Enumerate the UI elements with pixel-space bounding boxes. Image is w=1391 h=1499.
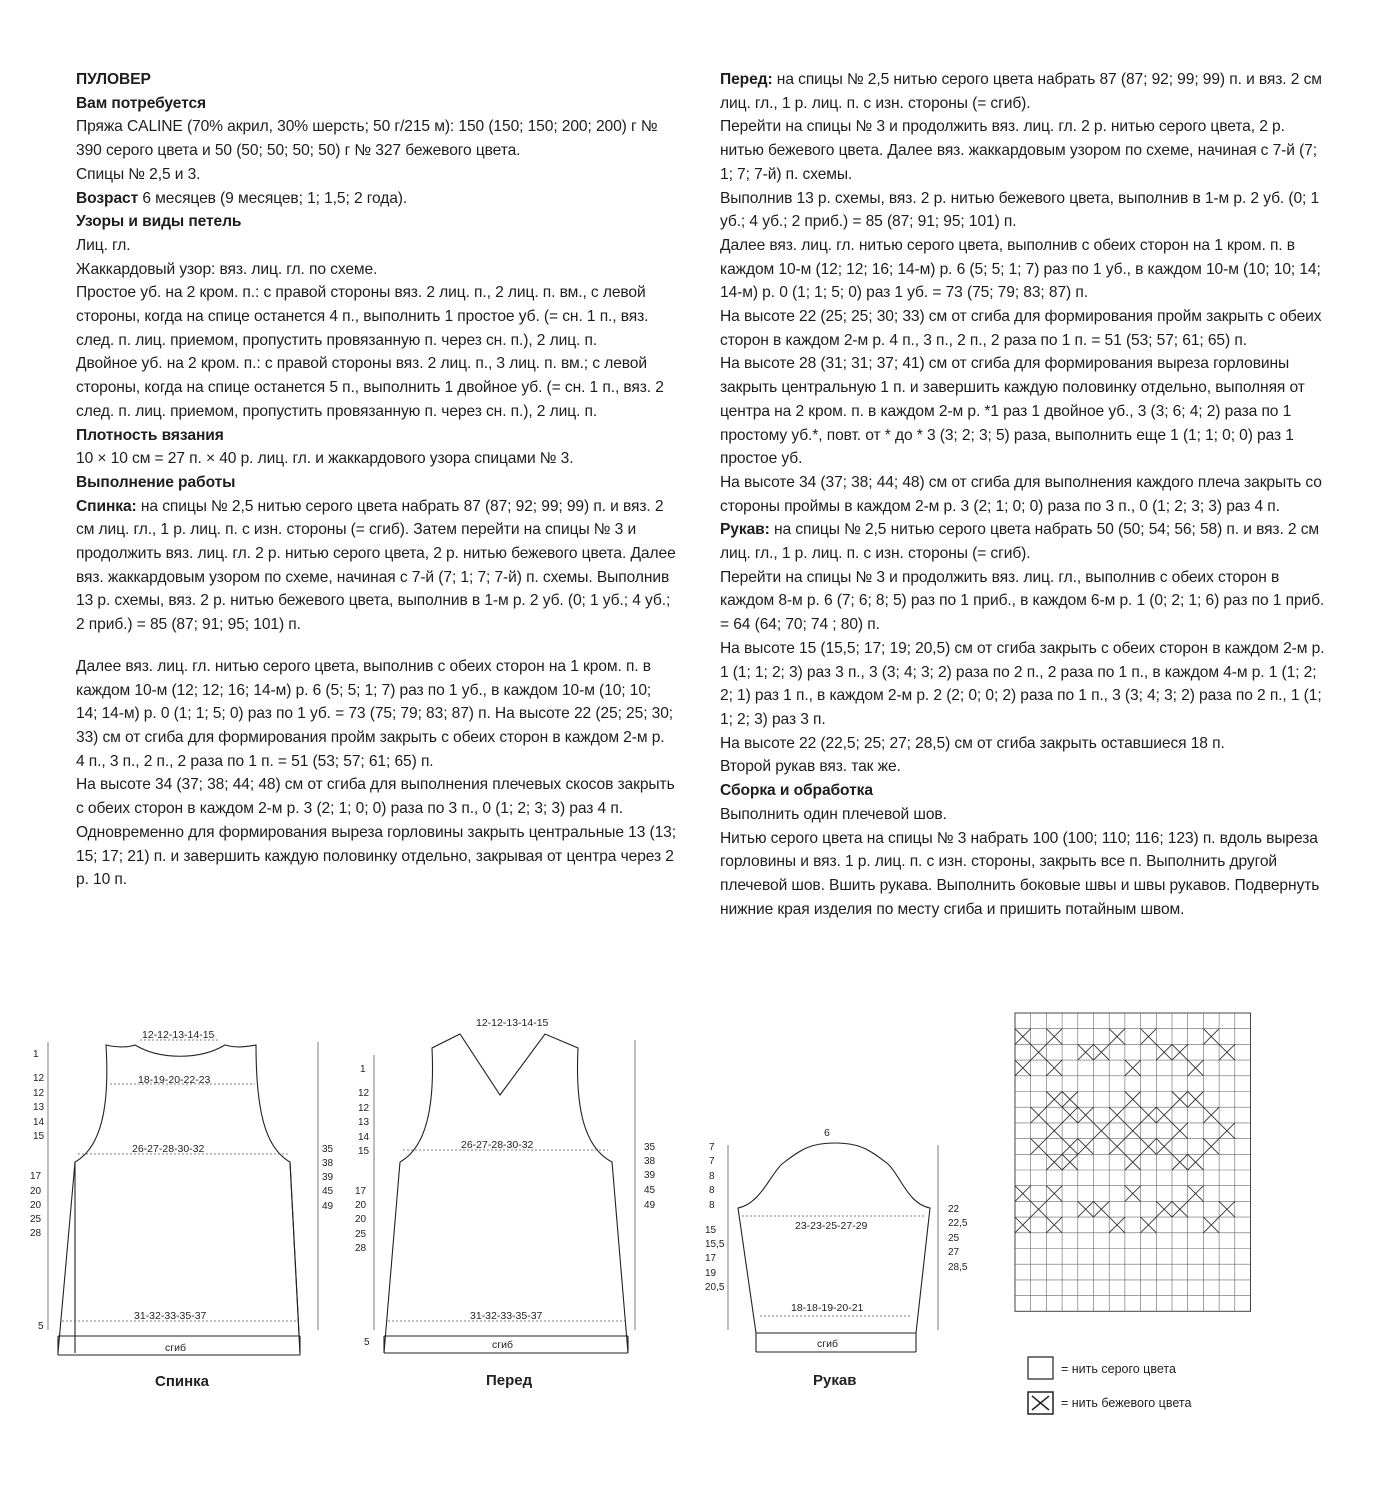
sleeve-right-3: 25 bbox=[948, 1233, 960, 1244]
front-paragraph-2: Перейти на спицы № 3 и продолжить вяз. лиц. гл. 2 р. нитью серого цвета, 2 р. нитью бежевого цвета. Далее вяз. жаккардовым узором по схеме, начиная с 7-й (7; 1; 7; 7-й) п. схемы. bbox=[720, 118, 1317, 183]
front-paragraph bbox=[720, 68, 1330, 115]
age-text: 6 месяцев (9 месяцев; 1; 1,5; 2 года). bbox=[138, 189, 408, 207]
pattern-double-decrease: Двойное уб. на 2 кром. п.: с правой стороны вяз. 2 лиц. п., 3 лиц. п. вм.; с левой стороны, когда на спице останется 5 п., выполнить 1 двойное уб. (= сн. 1 п., вяз. 2 след. п. лиц. приемом, пропустить провязанную п. через сн. п.), 2 лиц. п. bbox=[76, 355, 664, 420]
back-hem-height: 5 bbox=[38, 1321, 44, 1332]
front-paragraph-6: На высоте 28 (31; 31; 37; 41) см от сгиба для формирования выреза горловины закрыть центральную 1 п. и завершить каждую половинку отдельно, выполняя от центра на 2 кром. п. в каждом 2-м р. *1 раз 1 двойное уб., 3 (3; 6; 4; 2) раза по 1 простому уб.*, повт. от * до * 3 (3; 2; 3; 5) раза, выполнить еще 1 (1; 1; 0; 0) раз 1 простое уб. bbox=[720, 355, 1305, 468]
sleeve-caption: Рукав bbox=[813, 1372, 857, 1389]
back-left-9: 20 bbox=[30, 1200, 42, 1211]
needles-text: Спицы № 2,5 и 3. bbox=[76, 165, 201, 183]
back-caption: Спинка bbox=[155, 1373, 210, 1390]
jacquard-chart bbox=[1015, 1013, 1251, 1311]
sleeve-left-9: 19 bbox=[705, 1268, 717, 1279]
sleeve-right-1: 22 bbox=[948, 1204, 960, 1215]
chart-legend bbox=[1028, 1357, 1191, 1414]
sleeve-left-2: 7 bbox=[709, 1156, 715, 1167]
materials-heading: Вам потребуется bbox=[76, 94, 207, 112]
back-right-2: 38 bbox=[322, 1158, 334, 1169]
back-neck-width: 12-12-13-14-15 bbox=[142, 1029, 215, 1041]
front-left-7: 17 bbox=[355, 1186, 367, 1197]
back-left-7: 17 bbox=[30, 1171, 42, 1182]
assembly-heading: Сборка и обработка bbox=[720, 782, 873, 800]
sleeve-right-5: 28,5 bbox=[948, 1262, 968, 1273]
front-hem-width: 31-32-33-35-37 bbox=[470, 1310, 543, 1322]
right-column bbox=[720, 68, 1330, 921]
work-heading: Выполнение работы bbox=[76, 473, 236, 491]
age-paragraph bbox=[76, 187, 676, 211]
legend-beige-label: = нить бежевого цвета bbox=[1061, 1396, 1192, 1410]
sleeve-left-10: 20,5 bbox=[705, 1282, 725, 1293]
front-neck-width: 12-12-13-14-15 bbox=[476, 1017, 549, 1029]
back-paragraph-3: На высоте 34 (37; 38; 44; 48) см от сгиба для выполнения плечевых скосов закрыть с обеих сторон в каждом 2-м р. 3 (2; 1; 0; 0) раза по 3 п., 0 (1; 2; 3; 3) раз 4 п. Одновременно для формирования выреза горловины закрыть центральные 13 (13; 15; 17; 21) п. и завершить каждую половинку отдельно, закрывая от центра через 2 р. 10 п. bbox=[76, 776, 676, 889]
assembly-paragraph-1: Выполнить один плечевой шов. bbox=[720, 805, 947, 823]
legend-beige-swatch bbox=[1028, 1392, 1053, 1414]
sleeve-top-width: 6 bbox=[824, 1127, 830, 1139]
back-paragraph-2: Далее вяз. лиц. гл. нитью серого цвета, выполнив с обеих сторон на 1 кром. п. в каждом 10-м (12; 12; 16; 14-м) р. 6 (5; 5; 1; 7) раз по 1 уб., в каждом 10-м (10; 10; 14; 14-м) р. 0 (1; 1; 5; 0) раз по 1 уб. = 73 (75; 79; 83; 87) п. На высоте 22 (25; 25; 30; 33) см от сгиба для формирования пройм закрыть с обеих сторон в каждом 2-м р. 4 п., 3 п., 2 п., 2 раза по 1 п. = 51 (53; 57; 61; 65) п. bbox=[76, 657, 674, 770]
back-chest-width: 26-27-28-30-32 bbox=[132, 1143, 205, 1155]
pattern-stockinette: Лиц. гл. bbox=[76, 236, 131, 254]
front-left-9: 20 bbox=[355, 1214, 367, 1225]
back-left-10: 25 bbox=[30, 1214, 42, 1225]
front-right-2: 38 bbox=[644, 1156, 656, 1167]
back-right-4: 45 bbox=[322, 1186, 334, 1197]
pattern-jacquard: Жаккардовый узор: вяз. лиц. гл. по схеме. bbox=[76, 260, 378, 278]
assembly-paragraph-2: Нитью серого цвета на спицы № 3 набрать 100 (100; 110; 116; 123) п. вдоль выреза горловины и вяз. 1 р. лиц. п. с изн. стороны, закрыть все п. Выполнить другой плечевой шов. Вшить рукава. Выполнить боковые швы и швы рукавов. Подвернуть нижние края изделия по месту сгиба и пришить потайным швом. bbox=[720, 829, 1320, 918]
back-left-11: 28 bbox=[30, 1228, 42, 1239]
front-label: Перед: bbox=[720, 71, 773, 88]
front-paragraph-4: Далее вяз. лиц. гл. нитью серого цвета, выполнив с обеих сторон на 1 кром. п. в каждом 10-м (12; 12; 16; 14-м) р. 6 (5; 5; 1; 7) раз по 1 уб., в каждом 10-м (10; 10; 14; 14-м) р. 0 (1; 1; 5; 0) раз 1 уб. = 73 (75; 79; 83; 87) п. bbox=[720, 236, 1321, 302]
sleeve-left-8: 17 bbox=[705, 1253, 717, 1264]
front-text: на спицы № 2,5 нитью серого цвета набрать 87 (87; 92; 99; 99) п. и вяз. 2 см лиц. гл., 1 р. лиц. п. с изн. стороны (= сгиб). bbox=[720, 71, 1322, 112]
density-heading: Плотность вязания bbox=[76, 426, 224, 444]
age-label: Возраст bbox=[76, 189, 139, 207]
front-diagram bbox=[355, 1017, 656, 1389]
patterns-heading: Узоры и виды петель bbox=[76, 213, 242, 231]
sleeve-right-4: 27 bbox=[948, 1247, 960, 1258]
sleeve-right-2: 22,5 bbox=[948, 1218, 968, 1229]
front-left-2: 12 bbox=[358, 1088, 370, 1099]
sleeve-label: Рукав: bbox=[720, 521, 770, 539]
sleeve-width: 23-23-25-27-29 bbox=[795, 1220, 868, 1232]
front-left-8: 20 bbox=[355, 1200, 367, 1211]
front-left-6: 15 bbox=[358, 1146, 370, 1157]
back-left-1: 1 bbox=[33, 1049, 39, 1060]
sleeve-paragraph-2: Перейти на спицы № 3 и продолжить вяз. лиц. гл., выполнив с обеих сторон в каждом 8-м р. 6 (7; 6; 8; 5) раз по 1 приб., в каждом 6-м р. 1 (0; 2; 1; 6) раз по 1 приб. = 64 (64; 70; 74 ; 80) п. bbox=[720, 568, 1325, 634]
sleeve-left-5: 8 bbox=[709, 1200, 715, 1211]
front-left-11: 28 bbox=[355, 1243, 367, 1254]
front-left-4: 13 bbox=[358, 1117, 370, 1128]
back-shoulder-width: 18-19-20-22-23 bbox=[138, 1074, 211, 1086]
front-paragraph-3: Выполнив 13 р. схемы, вяз. 2 р. нитью бежевого цвета, выполнив в 1-м р. 2 уб. (0; 1 уб.; 4 уб.; 2 приб.) = 85 (87; 91; 95; 101) п. bbox=[720, 189, 1320, 231]
back-left-2: 12 bbox=[33, 1073, 45, 1084]
sleeve-fold-label: сгиб bbox=[817, 1338, 838, 1350]
front-fold-label: сгиб bbox=[492, 1339, 513, 1351]
back-hem-width: 31-32-33-35-37 bbox=[134, 1310, 207, 1322]
sleeve-text: на спицы № 2,5 нитью серого цвета набрать 50 (50; 54; 56; 58) п. и вяз. 2 см лиц. гл., 1 р. лиц. п. с изн. стороны (= сгиб). bbox=[720, 521, 1320, 563]
front-left-10: 25 bbox=[355, 1229, 367, 1240]
back-fold-label: сгиб bbox=[165, 1342, 186, 1354]
sleeve-left-7: 15,5 bbox=[705, 1239, 725, 1250]
sleeve-diagram bbox=[705, 1127, 968, 1389]
front-chest-width: 26-27-28-30-32 bbox=[461, 1139, 534, 1151]
article-title: ПУЛОВЕР bbox=[76, 71, 151, 88]
front-paragraph-5: На высоте 22 (25; 25; 30; 33) см от сгиба для формирования пройм закрыть с обеих сторон в каждом 2-м р. 4 п., 3 п., 2 п., 2 раза по 1 п. = 51 (53; 57; 61; 65) п. bbox=[720, 308, 1322, 349]
left-column bbox=[76, 68, 676, 892]
sleeve-left-4: 8 bbox=[709, 1185, 715, 1196]
back-right-5: 49 bbox=[322, 1201, 334, 1212]
sleeve-paragraph-3: На высоте 15 (15,5; 17; 19; 20,5) см от сгиба закрыть с обеих сторон в каждом 2-м р. 1 (1; 1; 2; 3) раз 3 п., 3 (3; 4; 3; 2) раза по 2 п., 2 раза по 1 п., в каждом 4-м р. 1 (1; 2; 2; 1) раз 1 п., в каждом 2-м р. 2 (2; 0; 0; 2) раза по 1 п., 3 (3; 4; 3; 2) раза по 2 п., 1 (1; 1; 2; 3) раз 3 п. bbox=[720, 639, 1325, 728]
sleeve-paragraph-5: Второй рукав вяз. так же. bbox=[720, 758, 901, 776]
back-diagram bbox=[30, 1029, 334, 1390]
front-right-3: 39 bbox=[644, 1170, 656, 1181]
sleeve-paragraph-4: На высоте 22 (22,5; 25; 27; 28,5) см от сгиба закрыть оставшиеся 18 п. bbox=[720, 734, 1225, 752]
legend-gray-swatch bbox=[1028, 1357, 1053, 1379]
sleeve-left-3: 8 bbox=[709, 1171, 715, 1182]
sleeve-left-1: 7 bbox=[709, 1142, 715, 1153]
front-right-1: 35 bbox=[644, 1142, 656, 1153]
legend-gray-label: = нить серого цвета bbox=[1061, 1362, 1176, 1376]
front-hem-height: 5 bbox=[364, 1337, 370, 1348]
pattern-simple-decrease: Простое уб. на 2 кром. п.: с правой стороны вяз. 2 лиц. п., 2 лиц. п. вм., с левой стороны, когда на спице останется 4 п., выполнить 1 простое уб. (= сн. 1 п., вяз. след. п. лиц. приемом, пропустить провязанную п. через сн. п.), 2 лиц. п. bbox=[76, 284, 649, 349]
density-text: 10 × 10 см = 27 п. × 40 р. лиц. гл. и жаккардового узора спицами № 3. bbox=[76, 450, 574, 468]
back-left-8: 20 bbox=[30, 1186, 42, 1197]
front-left-3: 12 bbox=[358, 1103, 370, 1114]
back-right-1: 35 bbox=[322, 1144, 334, 1155]
front-paragraph-7: На высоте 34 (37; 38; 44; 48) см от сгиба для выполнения каждого плеча закрыть со стороны проймы в каждом 2-м р. 3 (2; 1; 0; 0) раза по 3 п., 0 (1; 2; 3; 3) раз 4 п. bbox=[720, 473, 1322, 515]
sleeve-left-6: 15 bbox=[705, 1225, 717, 1236]
sleeve-paragraph bbox=[720, 518, 1330, 565]
back-label: Спинка: bbox=[76, 497, 137, 515]
back-left-6: 15 bbox=[33, 1131, 45, 1142]
front-caption: Перед bbox=[486, 1372, 533, 1389]
back-left-3: 12 bbox=[33, 1088, 45, 1099]
front-right-5: 49 bbox=[644, 1200, 656, 1211]
back-paragraph bbox=[76, 495, 676, 637]
sleeve-cuff-width: 18-18-19-20-21 bbox=[791, 1302, 864, 1314]
back-left-4: 13 bbox=[33, 1102, 45, 1113]
back-left-5: 14 bbox=[33, 1117, 45, 1128]
back-right-3: 39 bbox=[322, 1172, 334, 1183]
front-left-5: 14 bbox=[358, 1132, 370, 1143]
front-left-1: 1 bbox=[360, 1064, 366, 1075]
front-right-4: 45 bbox=[644, 1185, 656, 1196]
yarn-text: Пряжа CALINE (70% акрил, 30% шерсть; 50 г/215 м): 150 (150; 150; 200; 200) г № 390 серого цвета и 50 (50; 50; 50; 50) г № 327 бежевого цвета. bbox=[76, 118, 658, 160]
back-text: на спицы № 2,5 нитью серого цвета набрать 87 (87; 92; 99; 99) п. и вяз. 2 см лиц. гл., 1 р. лиц. п. с изн. стороны (= сгиб). Затем перейти на спицы № 3 и продолжить вяз. лиц. гл. 2 р. нитью серого цвета, 2 р. нитью бежевого цвета. Далее вяз. жаккардовым узором по схеме, начиная с 7-й (7; 1; 7; 7-й) п. схемы. Выполнив 13 р. схемы, вяз. 2 р. нитью бежевого цвета, выполнив в 1-м р. 2 уб. (0; 1 уб.; 4 уб.; 2 приб.) = 85 (87; 91; 95; 101) п. bbox=[76, 497, 676, 634]
pattern-diagrams bbox=[0, 1000, 1391, 1440]
